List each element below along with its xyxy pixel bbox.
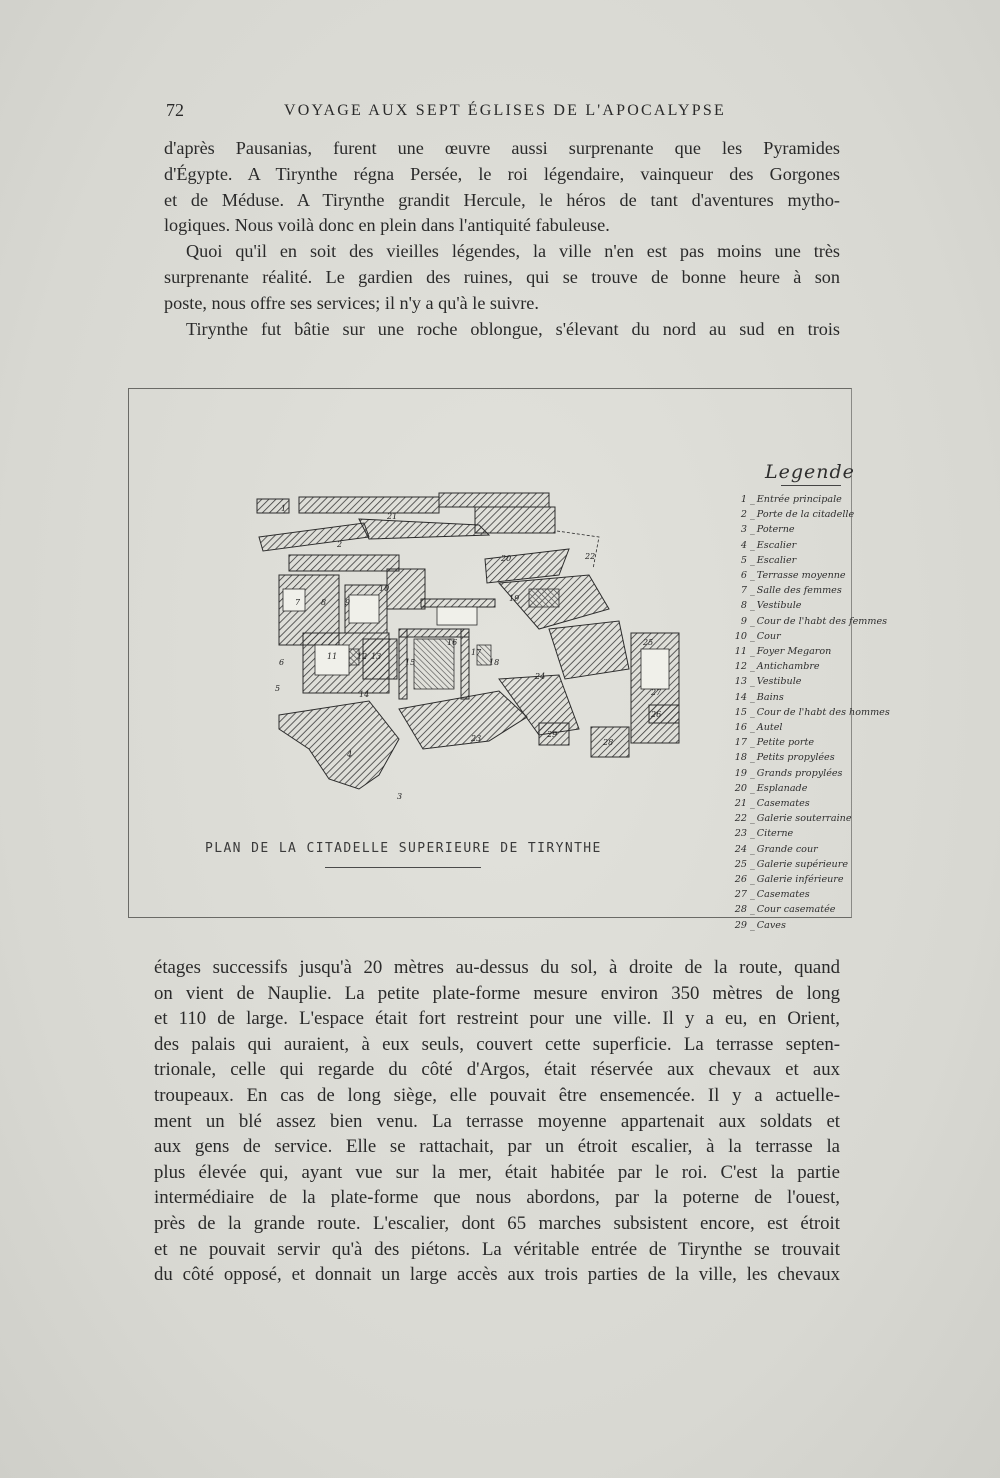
- legend-item-label: Grands propylées: [756, 767, 843, 779]
- plan-label: 9: [345, 598, 351, 607]
- legend-item-label: Esplanade: [756, 782, 808, 794]
- legend-item-label: Galerie supérieure: [756, 858, 849, 870]
- plan-label: 3: [397, 792, 403, 801]
- legend-item-number: 20: [734, 782, 747, 794]
- legend-item-label: Casemates: [756, 889, 810, 901]
- legend-item: [731, 796, 851, 811]
- legend-item-number: 27: [734, 889, 747, 901]
- legend-item: [731, 644, 851, 659]
- legend-item: [731, 857, 851, 872]
- legend-dash: _: [750, 843, 755, 855]
- text-line: du côté opposé, et donnait un large accès aux trois parties de la ville, les chevaux: [154, 1264, 840, 1286]
- legend-item: [731, 492, 851, 507]
- legend-item-label: Cour: [756, 630, 781, 642]
- plan-label: 11: [327, 652, 338, 661]
- legend-item: [731, 568, 851, 583]
- plan-label: 19: [509, 594, 520, 603]
- plan-label: 1: [281, 504, 287, 513]
- legend-item: [731, 887, 851, 902]
- plan-label: 17: [471, 648, 482, 657]
- text-line: ment un blé assez bien venu. La terrasse moyenne appartenait aux soldats et: [154, 1110, 840, 1132]
- legend-item-number: 15: [734, 706, 747, 718]
- legend-dash: _: [750, 798, 755, 810]
- legend-item: [731, 842, 851, 857]
- page-header: [166, 96, 840, 126]
- running-title: VOYAGE AUX SEPT ÉGLISES DE L'APOCALYPSE: [284, 102, 726, 119]
- legend-dash: _: [750, 554, 755, 566]
- legend-item: [731, 522, 851, 537]
- plan-label: 21: [387, 512, 398, 521]
- plan-label: 10: [379, 584, 390, 593]
- legend-item-number: 5: [740, 554, 747, 566]
- legend-item: [731, 826, 851, 841]
- plan-label: 28: [603, 738, 614, 747]
- legend-dash: _: [750, 600, 755, 612]
- legend-item-number: 9: [740, 615, 747, 627]
- plan-label: 20: [501, 554, 512, 563]
- text-line: d'Égypte. A Tirynthe régna Persée, le roi légendaire, vainqueur des Gorgones: [164, 163, 840, 184]
- legend-item: [731, 705, 890, 720]
- legend-dash: _: [750, 585, 755, 597]
- legend-item-number: 22: [734, 813, 747, 825]
- text-line: trionale, celle qui regarde du côté d'Argos, était réservée aux chevaux et aux: [154, 1059, 840, 1081]
- plan-label: 25: [643, 638, 654, 647]
- legend-dash: _: [750, 722, 755, 734]
- legend-item-number: 8: [740, 600, 747, 612]
- legend-dash: _: [750, 767, 755, 779]
- legend-item-label: Citerne: [756, 828, 794, 840]
- legend-item-number: 14: [734, 691, 747, 703]
- plan-label: 5: [275, 684, 281, 693]
- legend-rule: [781, 485, 841, 486]
- legend-dash: _: [750, 889, 755, 901]
- legend-dash: _: [750, 919, 755, 931]
- plan-legend: [731, 461, 890, 933]
- legend-dash: _: [750, 615, 755, 627]
- legend-item-label: Porte de la citadelle: [756, 509, 855, 521]
- legend-item-label: Foyer Megaron: [756, 646, 832, 658]
- legend-dash: _: [750, 691, 755, 703]
- plan-label: 23: [471, 734, 482, 743]
- legend-item-number: 1: [740, 494, 747, 505]
- legend-dash: _: [750, 630, 755, 642]
- legend-item: [731, 659, 851, 674]
- legend-dash: _: [750, 706, 755, 718]
- text-line: et de Méduse. A Tirynthe grandit Hercule, le héros de tant d'aventures mytho-: [164, 189, 840, 210]
- legend-dash: _: [750, 782, 755, 794]
- legend-dash: _: [750, 813, 755, 825]
- legend-item-number: 4: [740, 539, 747, 551]
- page-number: 72: [166, 100, 184, 120]
- legend-item-number: 2: [740, 509, 747, 521]
- legend-item-label: Poterne: [756, 524, 795, 536]
- text-line: et 110 de large. L'espace était fort restreint pour une ville. Il y a eu, en Orient,: [154, 1008, 840, 1030]
- legend-dash: _: [750, 828, 755, 840]
- text-line: près de la grande route. L'escalier, dont 65 marches subsistent encore, est étroit: [154, 1212, 840, 1234]
- legend-dash: _: [750, 494, 755, 505]
- text-line: des palais qui auraient, à eux seuls, couvert cette superficie. La terrasse septen-: [154, 1033, 840, 1055]
- legend-item-label: Escalier: [756, 539, 797, 551]
- text-line: poste, nous offre ses services; il n'y a qu'à le suivre.: [164, 292, 539, 313]
- legend-item-label: Entrée principale: [756, 494, 842, 505]
- plan-label: 13: [371, 652, 382, 661]
- legend-dash: _: [750, 539, 755, 551]
- legend-item: [731, 902, 851, 917]
- legend-item: [731, 553, 851, 568]
- legend-item-number: 25: [734, 858, 747, 870]
- legend-item: [731, 735, 851, 750]
- legend-dash: _: [750, 661, 755, 673]
- legend-item-number: 6: [740, 570, 747, 582]
- legend-item-label: Cour de l'habt des hommes: [756, 706, 890, 718]
- legend-item-number: 10: [734, 630, 747, 642]
- text-line: Quoi qu'il en soit des vieilles légendes, la ville n'en est pas moins une très: [186, 241, 840, 262]
- legend-item-label: Terrasse moyenne: [756, 570, 846, 582]
- legend-dash: _: [750, 646, 755, 658]
- legend-item-number: 29: [734, 919, 747, 931]
- legend-item-label: Petits propylées: [756, 752, 835, 764]
- legend-item-number: 11: [734, 646, 747, 658]
- text-line: plus élevée qui, ayant vue sur la mer, était habitée par le roi. C'est la partie: [154, 1161, 840, 1183]
- legend-item: [731, 583, 851, 598]
- text-line: étages successifs jusqu'à 20 mètres au-dessus du sol, à droite de la route, quand: [154, 957, 840, 978]
- plan-label: 27: [651, 688, 662, 697]
- legend-item-label: Petite porte: [756, 737, 815, 749]
- text-line: d'après Pausanias, furent une œuvre aussi surprenante que les Pyramides: [164, 138, 840, 158]
- legend-item: [731, 918, 851, 933]
- plan-label: 7: [295, 598, 301, 607]
- legend-dash: _: [750, 752, 755, 764]
- legend-item-label: Bains: [756, 691, 784, 703]
- legend-item-number: 19: [734, 767, 747, 779]
- legend-item-label: Salle des femmes: [756, 585, 842, 597]
- bottom-paragraph: [154, 955, 840, 1288]
- legend-item-label: Cour de l'habt des femmes: [756, 615, 888, 627]
- legend-item: [731, 811, 851, 826]
- plan-label: 4: [347, 750, 353, 759]
- legend-item-number: 24: [734, 843, 747, 855]
- legend-dash: _: [750, 858, 755, 870]
- legend-item-label: Caves: [756, 919, 786, 931]
- legend-item-label: Vestibule: [756, 600, 802, 612]
- legend-item-label: Vestibule: [756, 676, 802, 688]
- plan-label: 14: [359, 690, 370, 699]
- legend-item-label: Autel: [756, 722, 783, 734]
- legend-item-number: 26: [734, 874, 747, 886]
- text-line: surprenante réalité. Le gardien des ruines, qui se trouve de bonne heure à son: [164, 266, 840, 287]
- legend-item-number: 28: [734, 904, 747, 916]
- legend-title: Legende: [765, 461, 855, 483]
- legend-dash: _: [750, 524, 755, 536]
- text-line: troupeaux. En cas de long siège, elle pouvait être ensemencée. Il y a actuelle-: [154, 1084, 840, 1106]
- legend-item: [731, 629, 851, 644]
- text-line: Tirynthe fut bâtie sur une roche oblongue, s'élevant du nord au sud en trois: [186, 318, 840, 339]
- legend-item-label: Cour casematée: [756, 904, 836, 916]
- legend-item-number: 18: [734, 752, 747, 764]
- legend-item-number: 3: [740, 524, 747, 536]
- plan-plate: [128, 388, 890, 931]
- text-line: intermédiaire de la plate-forme que nous abordons, par la poterne de l'ouest,: [154, 1187, 840, 1209]
- legend-dash: _: [750, 874, 755, 886]
- plan-label: 15: [405, 658, 416, 667]
- plan-label: 8: [321, 598, 327, 607]
- legend-item: [731, 690, 851, 705]
- legend-items: [731, 492, 890, 933]
- legend-item: [731, 720, 851, 735]
- legend-item: [731, 781, 851, 796]
- caption-rule: [325, 867, 481, 868]
- plan-label: 18: [489, 658, 500, 667]
- plan-caption: PLAN DE LA CITADELLE SUPERIEURE DE TIRYNTHE: [205, 841, 602, 856]
- plan-label: 26: [651, 710, 662, 719]
- legend-item: [731, 507, 855, 522]
- legend-item-label: Grande cour: [756, 843, 818, 855]
- legend-item-label: Galerie souterraine: [756, 813, 852, 825]
- plan-label: 29: [547, 730, 558, 739]
- plan-label: 2: [337, 540, 343, 549]
- legend-item: [731, 766, 851, 781]
- text-line: et ne pouvait servir qu'à des piétons. La véritable entrée de Tirynthe se trouvait: [154, 1238, 840, 1260]
- legend-dash: _: [750, 676, 755, 688]
- legend-item-number: 17: [734, 737, 747, 749]
- legend-item-label: Galerie inférieure: [756, 874, 844, 886]
- legend-item-number: 7: [740, 585, 747, 597]
- plan-label: 12: [357, 652, 368, 661]
- legend-item-label: Casemates: [756, 798, 810, 810]
- legend-item: [731, 750, 851, 765]
- legend-item: [731, 598, 851, 613]
- text-line: logiques. Nous voilà donc en plein dans l'antiquité fabuleuse.: [164, 215, 610, 236]
- top-paragraphs: [164, 136, 840, 342]
- text-line: aux gens de service. Elle se rattachait, par un étroit escalier, à la terrasse la: [154, 1136, 840, 1158]
- legend-item-number: 12: [734, 661, 747, 673]
- legend-item-number: 23: [734, 828, 747, 840]
- legend-item: [731, 674, 851, 689]
- legend-item: [731, 872, 851, 887]
- plan-label: 22: [585, 552, 596, 561]
- plan-label: 16: [447, 638, 458, 647]
- legend-item-label: Escalier: [756, 554, 797, 566]
- legend-item: [731, 538, 851, 553]
- legend-item-label: Antichambre: [756, 661, 820, 673]
- plan-label: 24: [535, 672, 546, 681]
- legend-item-number: 16: [734, 722, 747, 734]
- text-line: on vient de Nauplie. La petite plate-forme mesure environ 350 mètres de long: [154, 982, 840, 1004]
- legend-item-number: 13: [734, 676, 747, 688]
- legend-dash: _: [750, 509, 755, 521]
- legend-item: [731, 614, 888, 629]
- plan-label: 6: [279, 658, 285, 667]
- legend-item-number: 21: [734, 798, 747, 810]
- legend-dash: _: [750, 737, 755, 749]
- legend-dash: _: [750, 904, 755, 916]
- legend-dash: _: [750, 570, 755, 582]
- citadel-plan-drawing: [239, 479, 709, 819]
